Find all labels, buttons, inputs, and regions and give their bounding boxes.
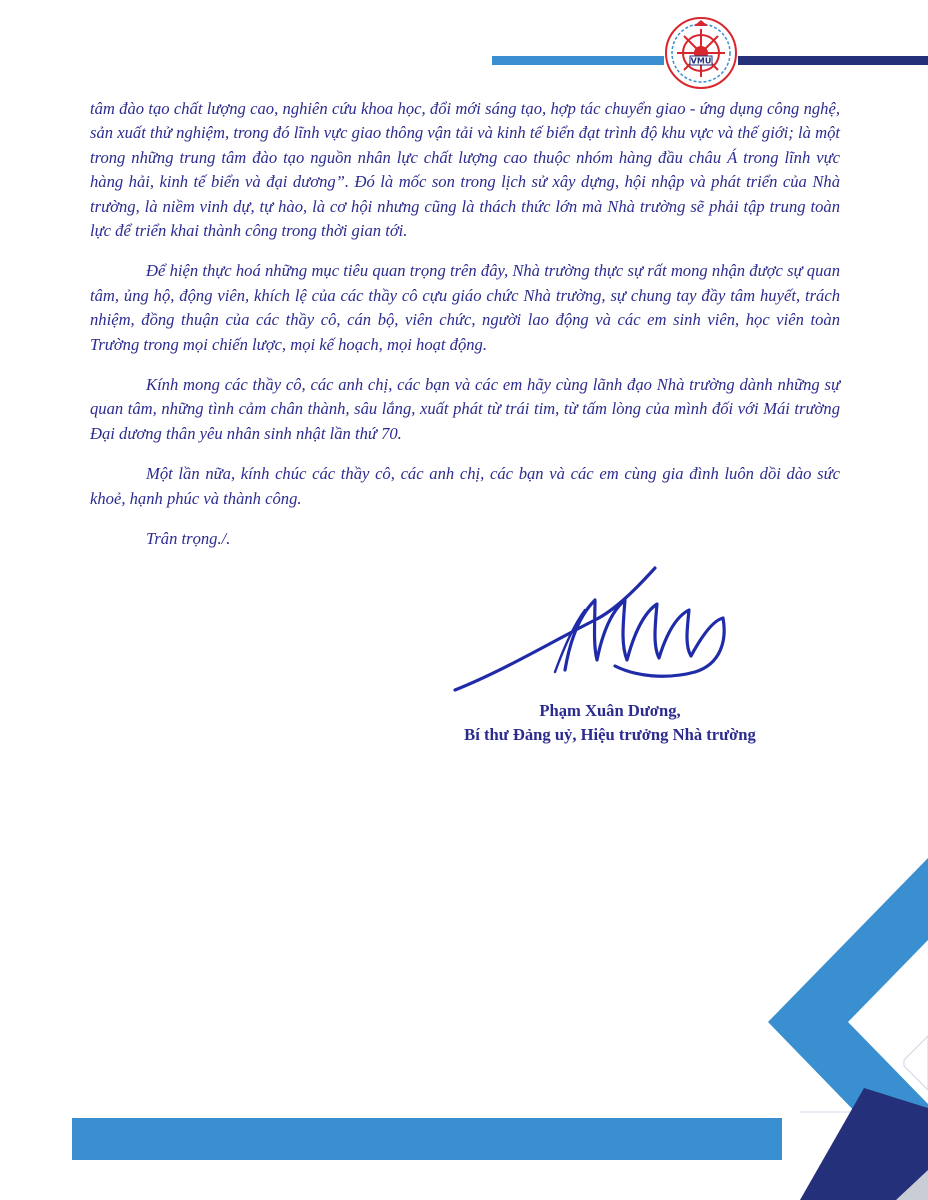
header-decoration	[0, 0, 928, 100]
university-logo	[664, 16, 738, 90]
paragraph-1: tâm đào tạo chất lượng cao, nghiên cứu khoa học, đổi mới sáng tạo, hợp tác chuyển giao - ứng dụng công nghệ, sản xuất thử nghiệm, trong đó lĩnh vực giao thông vận tải và kinh tế biển đạt trình độ khu vực và thế giới; là một trong những trung tâm đào tạo nguồn nhân lực chất lượng cao thuộc nhóm hàng đầu châu Á trong lĩnh vực hàng hải, kinh tế biển và đại dương”. Đó là mốc son trong lịch sử xây dựng, hội nhập và phát triển của Nhà trường, là niềm vinh dự, tự hào, là cơ hội nhưng cũng là thách thức lớn mà Nhà trường sẽ phải tập trung toàn lực để triển khai thành công trong thời gian tới.	[90, 99, 840, 241]
header-bar-dark	[738, 56, 928, 65]
signature	[445, 560, 765, 700]
logo-text: VMU	[690, 56, 712, 66]
chevron-outline	[904, 1036, 928, 1090]
header-bar-light	[492, 56, 664, 65]
signer-block	[410, 699, 810, 747]
paragraph-2: Để hiện thực hoá những mục tiêu quan trọng trên đây, Nhà trường thực sự rất mong nhận được sự quan tâm, ủng hộ, động viên, khích lệ của các thầy cô cựu giáo chức Nhà trường, sự chung tay đầy tâm huyết, trách nhiệm, đồng thuận của các thầy cô, cán bộ, viên chức, người lao động và các em sinh viên, học viên toàn Trường trong mọi chiến lược, mọi kế hoạch, mọi hoạt động.	[90, 261, 840, 354]
footer-triangle-gray	[896, 1170, 928, 1200]
signer-name: Phạm Xuân Dương,	[539, 701, 681, 720]
paragraph-3: Kính mong các thầy cô, các anh chị, các bạn và các em hãy cùng lãnh đạo Nhà trường dành những sự quan tâm, những tình cảm chân thành, sâu lắng, xuất phát từ trái tim, từ tấm lòng của mình đối với Mái trường Đại dương thân yêu nhân sinh nhật lần thứ 70.	[90, 375, 840, 443]
signer-title: Bí thư Đảng uỷ, Hiệu trưởng Nhà trường	[464, 725, 756, 744]
letter-body	[90, 97, 840, 568]
chevron-light	[768, 858, 928, 1187]
paragraph-4: Một lần nữa, kính chúc các thầy cô, các anh chị, các bạn và các em cùng gia đình luôn dồi dào sức khoẻ, hạnh phúc và thành công.	[90, 464, 840, 508]
closing-line: Trân trọng./.	[146, 529, 231, 549]
footer-triangle-dark	[800, 1088, 928, 1200]
footer-bar-light	[72, 1118, 782, 1160]
